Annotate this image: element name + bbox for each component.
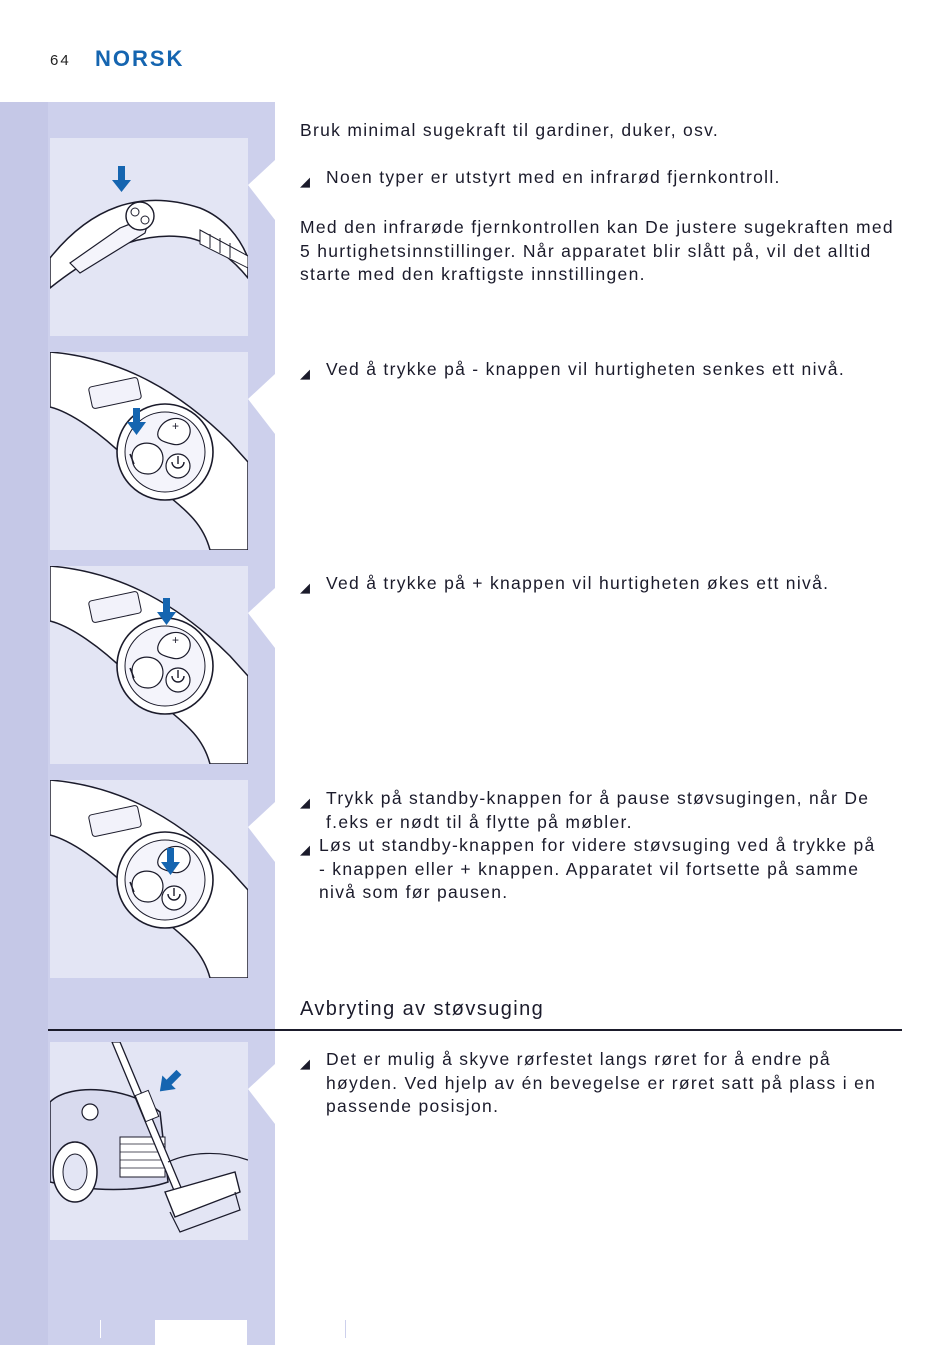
- paragraph-text: Med den infrarøde fjernkontrollen kan De justere sugekraften med 5 hurtighetsinnstillinger. Når apparatet blir slått på, vil det alltid starte med den kraftigste innstillingen.: [300, 217, 894, 284]
- illustration-remote-standby: [50, 780, 248, 978]
- bullet-text: Ved å trykke på - knappen vil hurtigheten senkes ett nivå.: [326, 359, 846, 379]
- section-plus-button: [300, 572, 910, 600]
- illustration-remote-plus: [50, 566, 248, 764]
- svg-text:+: +: [172, 633, 180, 647]
- footer-box: [155, 1320, 247, 1345]
- bullet-arrow-icon: ◢: [300, 1056, 312, 1071]
- bullet-arrow-icon: ◢: [300, 580, 312, 595]
- bullet-text: Noen typer er utstyrt med en infrarød fjernkontroll.: [326, 166, 781, 187]
- bullet-arrow-icon: ◢: [300, 842, 312, 857]
- divider: [48, 1029, 902, 1031]
- bullet-text: Det er mulig å skyve rørfestet langs røret for å endre på høyden. Ved hjelp av én bevegelse er røret satt på plass i en passende posisjon.: [326, 1049, 877, 1116]
- page-number: 64: [50, 52, 71, 69]
- section-suction-intro: [300, 119, 910, 287]
- footer-tick: [100, 1320, 101, 1338]
- illustration-remote-minus: [50, 352, 248, 550]
- press-arrow-icon: [112, 166, 131, 192]
- bullet-arrow-icon: ◢: [300, 366, 312, 381]
- footer-tick: [345, 1320, 346, 1338]
- illustration-handle-remote: [50, 138, 248, 336]
- bullet-text: Ved å trykke på + knappen vil hurtigheten økes ett nivå.: [326, 573, 830, 593]
- svg-text:+: +: [172, 419, 180, 433]
- sidebar-strip: [0, 102, 48, 1345]
- section-tube-adjust: [300, 1048, 900, 1119]
- section-standby-button: [300, 787, 885, 905]
- bullet-text: Trykk på standby-knappen for å pause støvsugingen, når De f.eks er nødt til å flytte på møbler.: [326, 788, 870, 832]
- bullet-arrow-icon: ◢: [300, 173, 312, 189]
- list-item: [300, 1048, 900, 1119]
- list-item: [300, 166, 910, 194]
- bullet-arrow-icon: ◢: [300, 795, 312, 810]
- section-title: NORSK: [95, 46, 185, 71]
- intro-text: Bruk minimal sugekraft til gardiner, duker, osv.: [300, 120, 720, 140]
- section-minus-button: [300, 358, 910, 386]
- list-item: [300, 358, 910, 386]
- subsection-heading: Avbryting av støvsuging: [300, 998, 545, 1020]
- list-item: [300, 787, 885, 834]
- bullet-text: Løs ut standby-knappen for videre støvsuging ved å trykke på - knappen eller + knappen. Apparatet vil fortsette på samme nivå som før pausen.: [319, 835, 876, 902]
- list-item: [300, 572, 910, 600]
- list-item: [300, 834, 885, 905]
- press-arrow-icon: [153, 1066, 186, 1099]
- illustration-vacuum-tube: [50, 1042, 248, 1240]
